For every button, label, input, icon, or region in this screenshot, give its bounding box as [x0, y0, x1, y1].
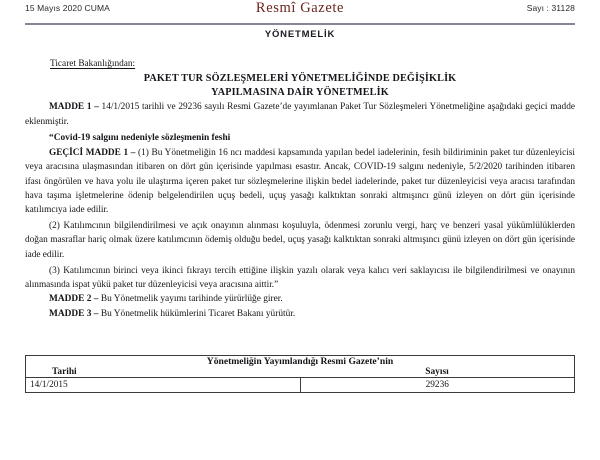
table-cell-number: 29236	[300, 378, 575, 393]
masthead-title: Resmî Gazete	[255, 0, 345, 16]
table-body	[26, 378, 575, 393]
provisional-article-subheading: “Covid-19 salgını nedeniyle sözleşmenin feshi	[49, 133, 231, 144]
provisional-article-paragraph-2: (2) Katılımcının bilgilendirilmesi ve açık onayının alınması koşuluyla, ödenmesi zorunlu vergi, harç ve benzeri yasal yükümlülüklerden doğan masraflar hariç olmak üzere katılımcının ödemiş olduğu bedel, uçuş yasağı kalktıktan sonraki altmışıncı günü izleyen on dört gün içerisinde iade edilir.	[25, 221, 575, 260]
table-column-header-number: Sayısı	[300, 367, 575, 378]
table-head	[26, 356, 575, 378]
article-madde-1	[25, 100, 575, 129]
regulation-title-line-1: PAKET TUR SÖZLEŞMELERİ YÖNETMELİĞİNDE DEĞİŞİKLİK	[143, 73, 457, 84]
provisional-article-label: GEÇİCİ MADDE 1 –	[49, 148, 136, 159]
article-madde-3-text: Bu Yönetmelik hükümlerini Ticaret Bakanı yürütür.	[98, 309, 296, 320]
publication-table-wrapper	[25, 355, 575, 393]
article-madde-1-text: 14/1/2015 tarihli ve 29236 sayılı Resmi Gazete’de yayımlanan Paket Tur Sözleşmeleri Yönetmeliğine aşağıdaki geçici madde eklenmiştir.	[25, 102, 575, 127]
table-header-span-row	[26, 356, 575, 368]
article-madde-3	[25, 307, 575, 322]
article-madde-3-label: MADDE 3 –	[49, 309, 99, 320]
article-madde-2-text: Bu Yönetmelik yayımı tarihinde yürürlüğe girer.	[98, 294, 283, 305]
document-type-heading: YÖNETMELİK	[264, 29, 336, 40]
masthead-divider	[25, 23, 575, 25]
regulation-title-line-2: YAPILMASINA DAİR YÖNETMELİK	[211, 86, 389, 98]
article-madde-1-label: MADDE 1 –	[49, 102, 99, 112]
publication-info-table	[25, 355, 575, 393]
masthead	[25, 0, 575, 22]
provisional-article-paragraph-1-text: (1) Bu Yönetmeliğin 16 ncı maddesi kapsamında yapılan bedel iadelerinin, fesih bildiriminin paket tur düzenleyicisi veya aracısına ulaşmasından itibaren on dört gün içerisinde yapılması esastır. Ancak, COVID-19 salgını nedeniyle, 5/2/2020 tarihinden itibaren ifası öngörülen ve hava yolu ile ulaştırma içeren paket tur sözleşmelerine ilişkin bedel iadelerinde, paket tur düzenleyicisi veya aracısı tarafından hava taşıma işletmelerine ödenip belgelendirilen uçuş bedeli, uçuş yasağı kalktıktan sonraki altmışıncı günü izleyen on dört gün içerisinde katılımcıya iade edilir.	[25, 148, 576, 215]
table-header-row	[26, 367, 575, 378]
provisional-article-paragraph-3: (3) Katılımcının birinci veya ikinci fıkrayı tercih ettiğine ilişkin yazılı olarak veya kalıcı veri saklayıcısı ile bilgilendirilmesi ve onayının alınmasında ispat yükü paket tur düzenleyicisi veya aracısına aittir.”	[25, 265, 575, 291]
regulation-title	[25, 72, 575, 99]
table-span-header: Yönetmeliğin Yayımlandığı Resmi Gazete’nin	[26, 356, 575, 368]
table-row	[26, 378, 575, 393]
table-cell-date: 14/1/2015	[26, 378, 301, 393]
document-body	[25, 100, 575, 322]
provisional-article-paragraph-1	[25, 146, 575, 217]
issuer-authority: Ticaret Bakanlığından:	[50, 59, 136, 69]
masthead-date: 15 Mayıs 2020 CUMA	[25, 3, 110, 13]
table-column-header-date: Tarihi	[26, 367, 301, 378]
article-madde-2-label: MADDE 2 –	[49, 294, 99, 305]
article-madde-2	[25, 292, 575, 307]
masthead-issue-number: Sayı : 31128	[526, 3, 575, 13]
issuer-line	[25, 53, 575, 71]
